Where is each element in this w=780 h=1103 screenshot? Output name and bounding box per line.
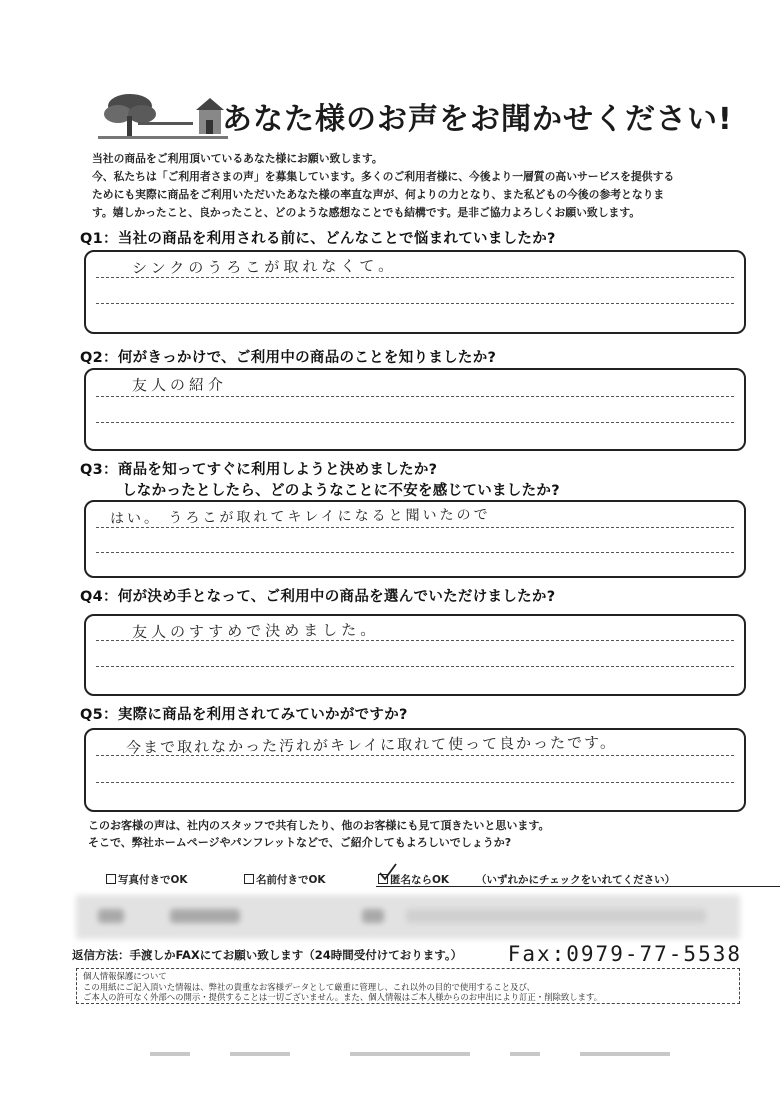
check-instruction: （いずれかにチェックをいれてください） [476,874,676,886]
page-title: あなた様のお声をお聞かせください! [222,102,733,137]
question-2-title: Q2：何がきっかけで、ご利用中の商品のことを知りましたか? [80,350,497,366]
header [98,92,738,146]
question-1-answer: シンクのうろこが取れなくて。 [131,256,398,278]
privacy-line: ご本人の許可なく外部への開示・提供することは一切ございません。また、個人情報はご本人様からのお申出により訂正・削除致します。 [83,992,603,1002]
intro-line: ためにも実際に商品をご利用いただいたあなた様の率直な声が、何よりの力となり、また私どもの今後の参考となりま [92,188,665,201]
question-5-answer: 今まで取れなかった汚れがキレイに取れて使って良かったです。 [125,733,617,757]
question-3-answer-box[interactable] [84,500,746,578]
question-2-answer-box[interactable] [84,368,746,451]
question-3-answer: はい。 うろこが取れてキレイになると聞いたので [109,507,491,527]
redacted-customer-info [76,895,740,939]
consent-line: このお客様の声は、社内のスタッフで共有したり、他のお客様にも見て頂きたいと思います。 [88,819,550,832]
name-ok-option[interactable]: 名前付きでOK [244,872,326,887]
question-1-title: Q1：当社の商品を利用される前に、どんなことで悩まれていましたか? [80,231,556,247]
photo-ok-option[interactable]: 写真付きでOK [106,872,188,887]
consent-line: そこで、弊社ホームページやパンフレットなどで、ご紹介してもよろしいでしょうか? [88,836,512,849]
anonymous-ok-option[interactable]: 匿名ならOK [378,872,449,887]
return-method-label: 返信方法：手渡しかFAXにてお願い致します（24時間受付けております。） [72,948,463,962]
question-5-title: Q5：実際に商品を利用されてみていかがですか? [80,707,408,723]
privacy-notice [76,968,740,1004]
intro-line: す。嬉しかったこと、良かったこと、どのような感想なことでも結構です。是非ご協力よろしくお願い致します。 [92,206,641,219]
question-3-title-line1: Q3：商品を知ってすぐに利用しようと決めましたか? [80,462,438,478]
question-4-answer-box[interactable] [84,614,746,696]
question-1-answer-box[interactable] [84,250,746,334]
intro-line: 当社の商品をご利用頂いているあなた様にお願い致します。 [92,152,383,165]
return-method [72,942,742,966]
checkbox[interactable] [106,874,116,884]
privacy-line: この用紙にご記入頂いた情報は、弊社の貴重なお客様データとして厳重に管理し、これ以外の目的で使用すること及び、 [83,981,535,992]
intro-line: 今、私たちは「ご利用者さまの声」を募集しています。多くのご利用者様に、今後より一層質の高いサービスを提供する [92,170,675,183]
checkbox[interactable] [244,874,254,884]
question-4-answer: 友人のすすめで決めました。 [131,620,380,642]
scan-artifacts [150,1052,710,1058]
privacy-heading: 個人情報保護について [83,971,167,981]
fax-number: Fax:0979-77-5538 [507,942,742,966]
question-3-title-line2: しなかったとしたら、どのようなことに不安を感じていましたか? [122,483,560,499]
question-5-answer-box[interactable] [84,728,746,812]
question-2-answer: 友人の紹介 [131,375,228,395]
divider [376,886,780,887]
question-4-title: Q4：何が決め手となって、ご利用中の商品を選んでいただけましたか? [80,589,556,605]
question-3-title [80,458,560,500]
intro-text [92,150,752,222]
check-mark-icon [378,862,398,882]
consent-text [88,817,738,851]
tree-house-illustration [98,92,228,142]
